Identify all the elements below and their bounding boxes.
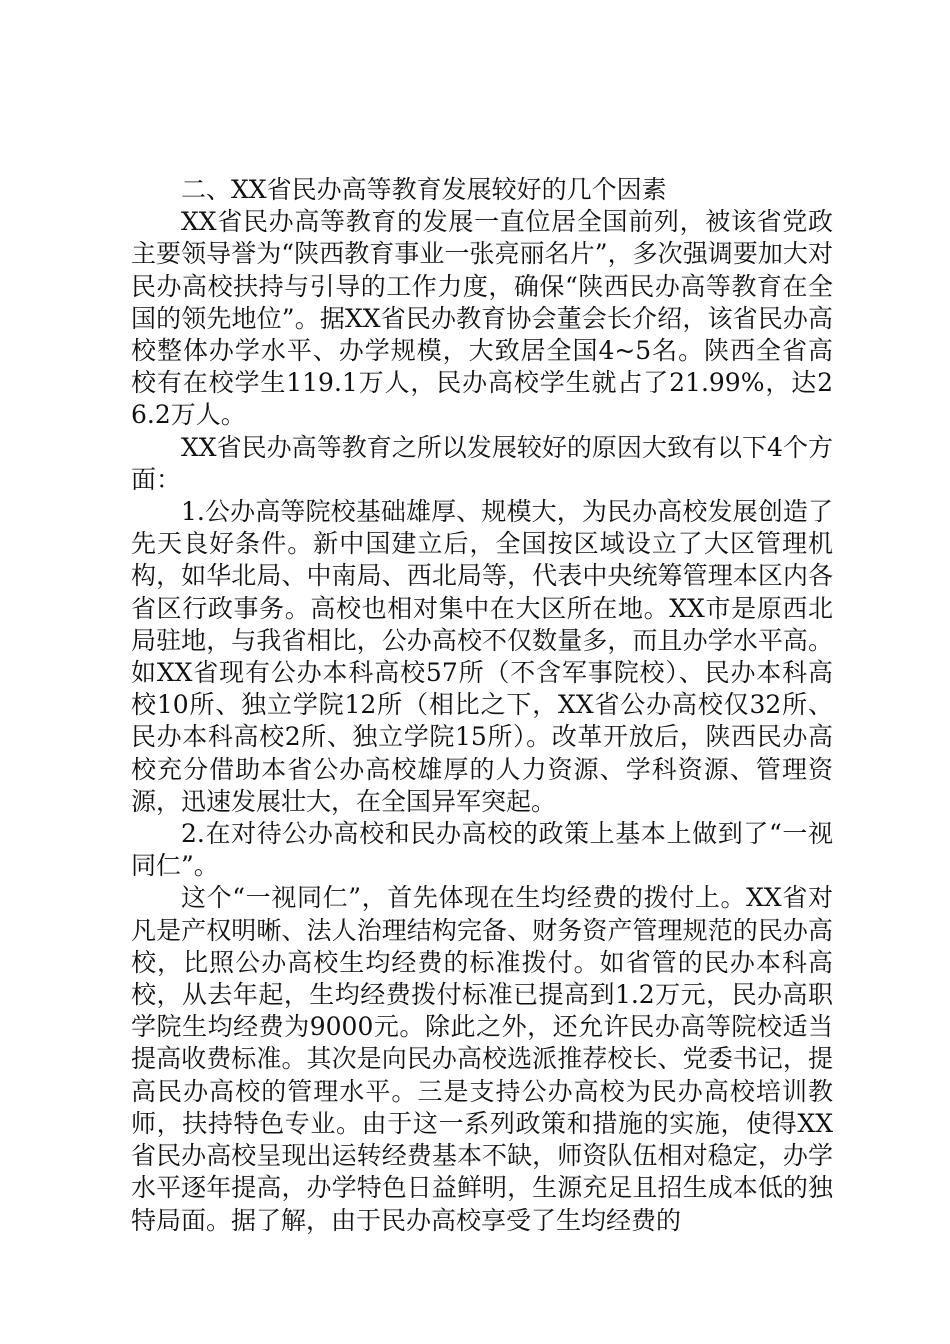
paragraph-reason-2-detail: 这个“一视同仁”，首先体现在生均经费的拨付上。XX省对凡是产权明晰、法人治理结构完备、财务资产管理规范的民办高校，比照公办高校生均经费的标准拨付。如省管的民办本科高校，从去年起，生均经费拨付标准已提高到1.2万元，民办高职学院生均经费为9000元。除此之外，还允许民办高等院校适当提高收费标准。其次是向民办高校选派推荐校长、党委书记，提高民办高校的管理水平。三是支持公办高校为民办高校培训教师，扶持特色专业。由于这一系列政策和措施的实施，使得XX省民办高校呈现出运转经费基本不缺，师资队伍相对稳定，办学水平逐年提高，办学特色日益鲜明，生源充足且招生成本低的独特局面。据了解，由于民办高校享受了生均经费的: [131, 883, 833, 1235]
paragraph-overview: XX省民办高等教育的发展一直位居全国前列，被该省党政主要领导誉为“陕西教育事业一张亮丽名片”，多次强调要加大对民办高校扶持与引导的工作力度，确保“陕西民办高等教育在全国的领先地位”。据XX省民办教育协会董会长介绍，该省民办高校整体办学水平、办学规模，大致居全国4~5名。陕西全省高校有在校学生119.1万人，民办高校学生就占了21.99%，达26.2万人。: [131, 207, 833, 430]
paragraph-reason-2: 2.在对待公办高校和民办高校的政策上基本上做到了“一视同仁”。: [131, 819, 833, 881]
section-heading: 二、XX省民办高等教育发展较好的几个因素: [181, 175, 667, 204]
document-body: [131, 174, 833, 1237]
paragraph-reason-1: 1.公办高等院校基础雄厚、规模大，为民办高校发展创造了先天良好条件。新中国建立后，全国按区域设立了大区管理机构，如华北局、中南局、西北局等，代表中央统筹管理本区内各省区行政事务。高校也相对集中在大区所在地。XX市是原西北局驻地，与我省相比，公办高校不仅数量多，而且办学水平高。如XX省现有公办本科高校57所（不含军事院校）、民办本科高校10所、独立学院12所（相比之下，XX省公办高校仅32所、民办本科高校2所、独立学院15所）。改革开放后，陕西民办高校充分借助本省公办高校雄厚的人力资源、学科资源、管理资源，迅速发展壮大，在全国异军突起。: [131, 497, 833, 816]
paragraph-reasons-intro: XX省民办高等教育之所以发展较好的原因大致有以下4个方面：: [131, 432, 833, 494]
